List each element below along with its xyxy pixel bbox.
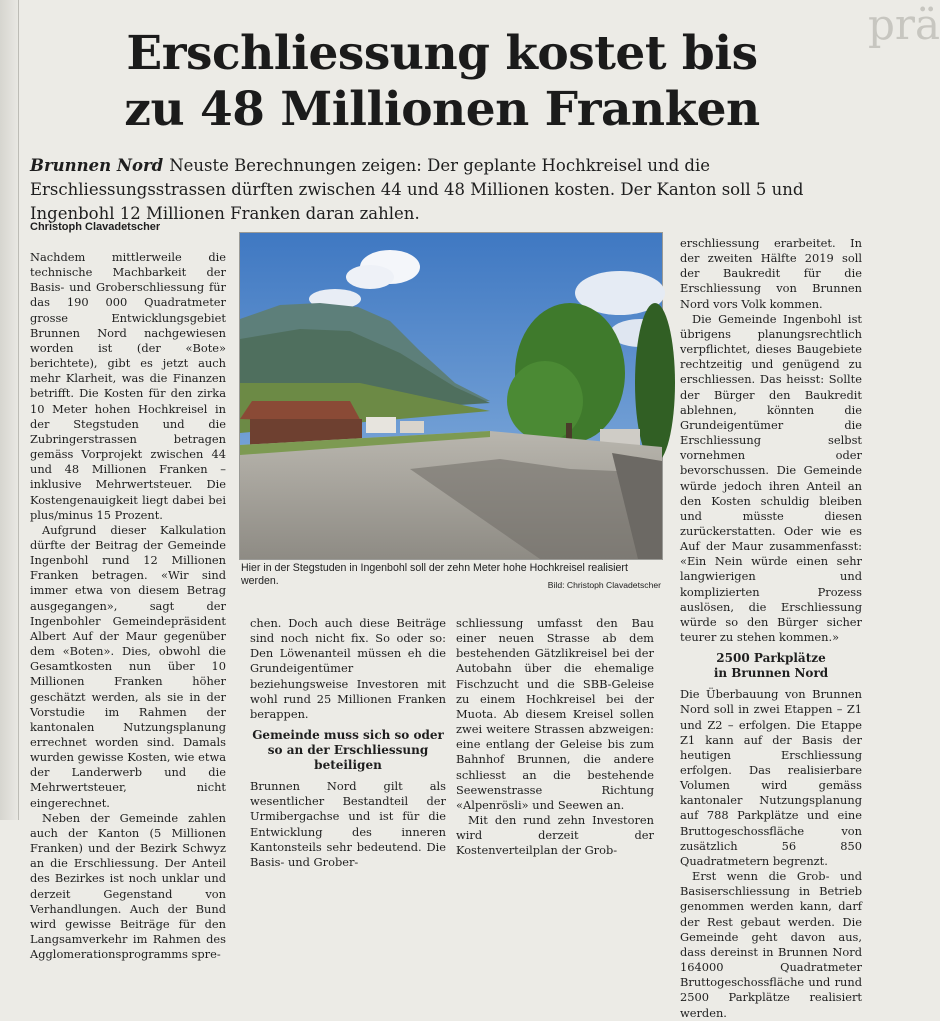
column-2 [250, 616, 446, 870]
subheading-line-1: 2500 Parkplätze [716, 651, 826, 666]
paragraph: Die Gemeinde Ingenbohl ist übrigens planungsrechtlich verpflichtet, dieses Baugebiete rechtzeitig und genügend zu erschliessen. Das heisst: Sollte der Bürger den Baukredit ablehnen, könnten die Grundeigentümer die Erschliessung selbst vornehmen oder bevorschussen. Die Gemeinde würde jedoch ihren Anteil an den Kosten schuldig bleiben und müsste diesen zurückerstatten. Oder wie es Auf der Maur zusammenfasst: «Ein Nein würde einen sehr langwierigen und komplizierten Prozess auslösen, die Erschliessung würde so den Bürger sicher teurer zu stehen kommen.» [680, 311, 862, 645]
paragraph: Erst wenn die Grob- und Basiserschliessung in Betrieb genommen werden kann, darf der Rest gebaut werden. Die Gemeinde geht davon aus, dass dereinst in Brunnen Nord 164000 Quadratmeter Bruttogeschossfläche und rund 2500 Parkplätze realisiert werden. [680, 869, 862, 1020]
column-1 [30, 250, 226, 962]
photo-credit: Bild: Christoph Clavadetscher [547, 580, 661, 590]
headline-line-1: Erschliessung kostet bis [126, 26, 758, 81]
paragraph: Nachdem mittlerweile die technische Machbarkeit der Basis- und Groberschliessung für das 190 000 Quadratmeter grosse Entwicklungsgebiet Brunnen Nord nachgewiesen worden ist (der «Bote» berichtete), gibt es jetzt auch mehr Klarheit, was die Finanzen betrifft. Die Kosten für den zirka 10 Meter hohen Hochkreisel in der Stegstuden und die Zubringerstrassen betragen gemäss Vorprojekt zwischen 44 und 48 Millionen Franken – inklusive Mehrwertsteuer. Die Kostengenauigkeit liegt dabei bei plus/minus 15 Prozent. [30, 250, 226, 522]
subheading [680, 651, 862, 681]
paragraph: Brunnen Nord gilt als wesentlicher Bestandteil der Urmibergachse und ist für die Entwicklung des inneren Kantonsteils sehr bedeutend. Die Basis- und Grober- [250, 779, 446, 869]
photo-caption: Hier in der Stegstuden in Ingenbohl soll der zehn Meter hohe Hochkreisel realisiert werden. [241, 562, 628, 587]
column-4 [680, 236, 862, 1021]
subheading-line-2: in Brunnen Nord [713, 666, 829, 681]
adjacent-page-edge-right: prä [868, 0, 940, 49]
headline-line-2: zu 48 Millionen Franken [124, 82, 760, 137]
column-3 [456, 616, 654, 859]
subheading: Gemeinde muss sich so oder so an der Erschliessung beteiligen [252, 728, 444, 773]
paragraph: Mit den rund zehn Investoren wird derzeit der Kostenverteilplan der Grob- [456, 813, 654, 858]
kicker: Brunnen Nord [30, 156, 164, 175]
article-photo [239, 232, 663, 560]
paragraph: Aufgrund dieser Kalkulation dürfte der Beitrag der Gemeinde Ingenbohl rund 12 Millionen Franken betragen. «Wir sind immer etwa von diesem Betrag ausgegangen», sagt der Ingenbohler Gemeindepräsident Albert Auf der Maur gegenüber dem «Boten». Dies, obwohl die Gesamtkosten nun über 10 Millionen Franken höher geschätzt werden, als sie in der Vorstudie im Rahmen der kantonalen Nutzungsplanung errechnet worden sind. Damals wurden gewisse Kosten, wie etwa der Landerwerb und die Mehrwertsteuer, nicht eingerechnet. [30, 522, 226, 810]
photo-landscape-illustration [240, 233, 662, 559]
adjacent-page-edge-left [0, 0, 19, 820]
paragraph: Die Überbauung von Brunnen Nord soll in zwei Etappen – Z1 und Z2 – erfolgen. Die Etappe Z1 kann auf der Basis der heutigen Erschliessung erfolgen. Das realisierbare Volumen wird gemäss kantonaler Nutzungsplanung auf 788 Parkplätze und eine Bruttogeschossfläche von zusätzlich 56 850 Quadratmetern begrenzt. [680, 687, 862, 868]
author-byline: Christoph Clavadetscher [30, 221, 161, 233]
lead-text: Neuste Berechnungen zeigen: Der geplante Hochkreisel und die Erschliessungsstrassen dürften zwischen 44 und 48 Millionen kosten. Der Kanton soll 5 und Ingenbohl 12 Millionen Franken daran zahlen. [30, 156, 804, 223]
lead-paragraph [30, 154, 870, 226]
headline [22, 26, 862, 138]
paragraph: Neben der Gemeinde zahlen auch der Kanton (5 Millionen Franken) und der Bezirk Schwyz an die Erschliessung. Der Anteil des Bezirkes ist noch unklar und derzeit Gegenstand von Verhandlungen. Auch der Bund wird gewisse Beiträge für den Langsamverkehr im Rahmen des Agglomerationsprogramms spre- [30, 810, 226, 962]
paragraph: erschliessung erarbeitet. In der zweiten Hälfte 2019 soll der Baukredit für die Erschliessung von Brunnen Nord vors Volk kommen. [680, 236, 862, 311]
paragraph: schliessung umfasst den Bau einer neuen Strasse ab dem bestehenden Gätzlikreisel bei der Autobahn über die ehemalige Fischzucht und die SBB-Geleise zu einem Hochkreisel bei der Muota. Ab diesem Kreisel sollen zwei weitere Strassen abzweigen: eine entlang der Geleise bis zum Bahnhof Brunnen, die andere schliesst an die bestehende Seewenstrasse Richtung «Alpenrösli» und Seewen an. [456, 616, 654, 812]
paragraph: chen. Doch auch diese Beiträge sind noch nicht fix. So oder so: Den Löwenanteil müssen eh die Grundeigentümer beziehungsweise Investoren mit wohl rund 25 Millionen Franken berappen. [250, 616, 446, 721]
